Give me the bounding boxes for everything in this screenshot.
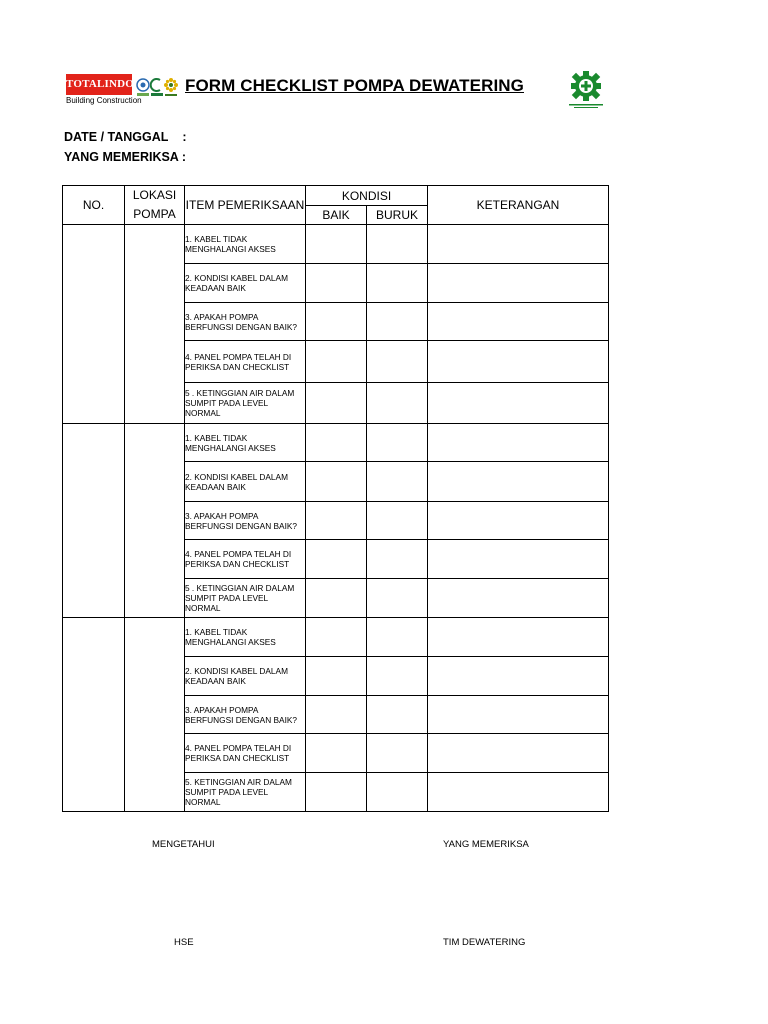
notes-cell[interactable] [428,462,609,502]
bad-checkbox-cell[interactable] [367,540,428,579]
row-number-cell[interactable] [63,424,125,618]
notes-cell[interactable] [428,264,609,303]
notes-cell[interactable] [428,773,609,812]
pump-location-cell[interactable] [125,618,185,812]
bad-checkbox-cell[interactable] [367,383,428,424]
good-checkbox-cell[interactable] [306,303,367,341]
hse-role-label: HSE [174,937,194,948]
good-checkbox-cell[interactable] [306,264,367,303]
bad-checkbox-cell[interactable] [367,618,428,657]
date-colon: : [182,130,187,144]
inspection-item-cell: 1. KABEL TIDAK MENGHALANGI AKSES [185,618,306,657]
good-checkbox-cell[interactable] [306,424,367,462]
form-title: FORM CHECKLIST POMPA DEWATERING [185,76,524,95]
date-field [64,130,187,144]
good-checkbox-cell[interactable] [306,383,367,424]
header-notes: KETERANGAN [428,186,609,225]
inspection-item-cell: 5. KETINGGIAN AIR DALAM SUMPIT PADA LEVEL NORMAL [185,773,306,812]
notes-cell[interactable] [428,657,609,696]
bad-checkbox-cell[interactable] [367,462,428,502]
notes-cell[interactable] [428,303,609,341]
notes-cell[interactable] [428,424,609,462]
company-logo [66,74,180,110]
good-checkbox-cell[interactable] [306,540,367,579]
inspection-item-cell: 4. PANEL POMPA TELAH DI PERIKSA DAN CHECKLIST [185,540,306,579]
company-logo-wordmark: TOTALINDO [66,74,132,95]
inspection-item-cell: 3. APAKAH POMPA BERFUNGSI DENGAN BAIK? [185,696,306,734]
k3-safety-gear-icon [566,70,606,110]
inspection-item-cell: 4. PANEL POMPA TELAH DI PERIKSA DAN CHECKLIST [185,734,306,773]
good-checkbox-cell[interactable] [306,341,367,383]
bad-checkbox-cell[interactable] [367,696,428,734]
header-no: NO. [63,186,125,225]
good-checkbox-cell[interactable] [306,734,367,773]
notes-cell[interactable] [428,540,609,579]
inspector-signature-label: YANG MEMERIKSA [443,839,529,850]
inspection-item-cell: 4. PANEL POMPA TELAH DI PERIKSA DAN CHECKLIST [185,341,306,383]
good-checkbox-cell[interactable] [306,579,367,618]
header-good: BAIK [306,206,367,225]
inspection-item-cell: 1. KABEL TIDAK MENGHALANGI AKSES [185,424,306,462]
inspection-item-cell: 2. KONDISI KABEL DALAM KEADAAN BAIK [185,264,306,303]
inspector-field [64,150,186,164]
table-row [63,618,609,657]
notes-cell[interactable] [428,225,609,264]
bad-checkbox-cell[interactable] [367,734,428,773]
inspector-label: YANG MEMERIKSA : [64,150,187,164]
bad-checkbox-cell[interactable] [367,225,428,264]
header-bad: BURUK [367,206,428,225]
bad-checkbox-cell[interactable] [367,579,428,618]
bad-checkbox-cell[interactable] [367,303,428,341]
header-condition: KONDISI [306,186,428,206]
inspection-item-cell: 2. KONDISI KABEL DALAM KEADAAN BAIK [185,657,306,696]
good-checkbox-cell[interactable] [306,462,367,502]
dewatering-team-label: TIM DEWATERING [443,937,526,948]
checklist-table [62,185,609,812]
notes-cell[interactable] [428,383,609,424]
inspection-item-cell: 3. APAKAH POMPA BERFUNGSI DENGAN BAIK? [185,303,306,341]
inspection-item-cell: 1. KABEL TIDAK MENGHALANGI AKSES [185,225,306,264]
pump-location-cell[interactable] [125,225,185,424]
header-location: LOKASI POMPA [125,186,185,225]
good-checkbox-cell[interactable] [306,225,367,264]
iso-badge-icon [150,77,164,99]
notes-cell[interactable] [428,734,609,773]
good-checkbox-cell[interactable] [306,696,367,734]
notes-cell[interactable] [428,502,609,540]
notes-cell[interactable] [428,618,609,657]
notes-cell[interactable] [428,579,609,618]
bad-checkbox-cell[interactable] [367,502,428,540]
inspection-item-cell: 2. KONDISI KABEL DALAM KEADAAN BAIK [185,462,306,502]
good-checkbox-cell[interactable] [306,502,367,540]
bad-checkbox-cell[interactable] [367,341,428,383]
date-label: DATE / TANGGAL [64,130,169,144]
bad-checkbox-cell[interactable] [367,264,428,303]
table-row [63,225,609,264]
bad-checkbox-cell[interactable] [367,773,428,812]
inspection-item-cell: 5 . KETINGGIAN AIR DALAM SUMPIT PADA LEVEL NORMAL [185,579,306,618]
bad-checkbox-cell[interactable] [367,424,428,462]
good-checkbox-cell[interactable] [306,657,367,696]
bad-checkbox-cell[interactable] [367,657,428,696]
checklist-body [63,225,609,812]
row-number-cell[interactable] [63,225,125,424]
award-badge-icon [164,77,178,99]
good-checkbox-cell[interactable] [306,773,367,812]
acknowledged-label: MENGETAHUI [152,839,215,850]
good-checkbox-cell[interactable] [306,618,367,657]
table-row [63,424,609,462]
notes-cell[interactable] [428,696,609,734]
inspection-item-cell: 3. APAKAH POMPA BERFUNGSI DENGAN BAIK? [185,502,306,540]
inspection-item-cell: 5 . KETINGGIAN AIR DALAM SUMPIT PADA LEVEL NORMAL [185,383,306,424]
pump-location-cell[interactable] [125,424,185,618]
row-number-cell[interactable] [63,618,125,812]
notes-cell[interactable] [428,341,609,383]
company-logo-subtitle: Building Construction [66,96,142,105]
certification-badge-icon [136,77,150,99]
header-item: ITEM PEMERIKSAAN [185,186,306,225]
